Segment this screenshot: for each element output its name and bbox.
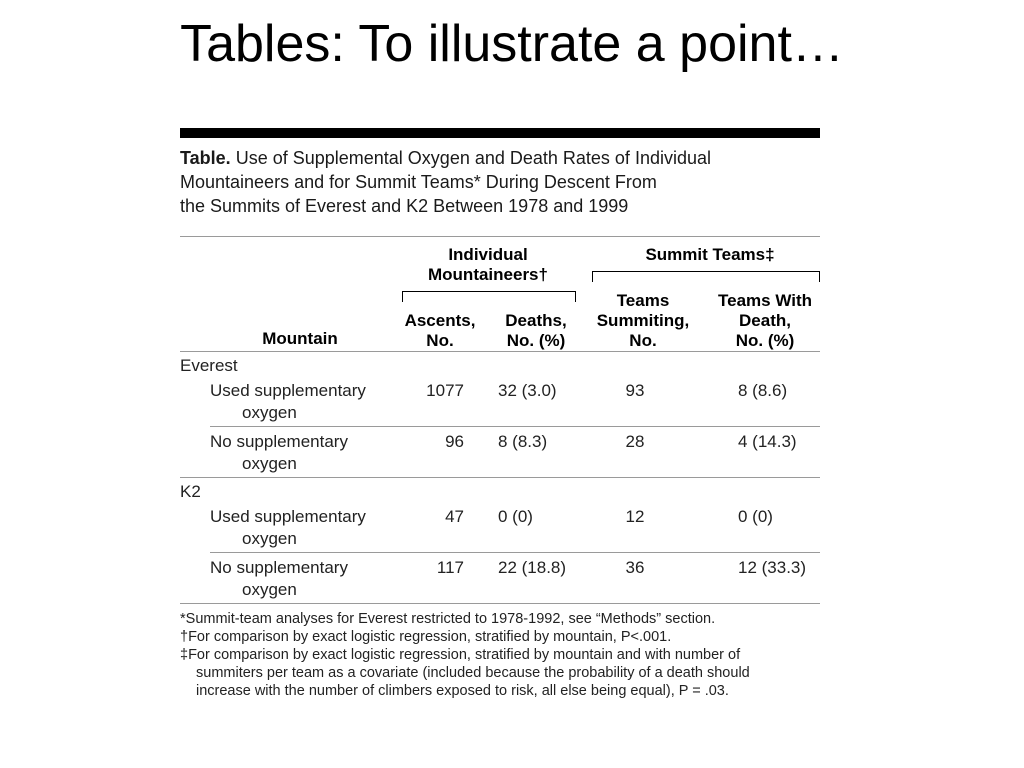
- cell-deaths: 0 (0): [498, 507, 533, 526]
- cell-teams-summiting: 93: [625, 381, 645, 400]
- bracket-individual: [402, 291, 576, 302]
- caption-line: the Summits of Everest and K2 Between 1978 and 1999: [180, 196, 629, 216]
- table-row: [180, 376, 820, 426]
- caption-label: Table.: [180, 148, 231, 168]
- table-row: [180, 502, 820, 552]
- group-header-summit: Summit Teams‡: [645, 245, 775, 264]
- cell-teams-with-death: 4 (14.3): [738, 432, 797, 451]
- group-label-k2: K2: [180, 482, 201, 501]
- cell-ascents: 1077: [426, 381, 464, 400]
- footnote-dagger: †For comparison by exact logistic regression, stratified by mountain, P<.001.: [180, 629, 672, 645]
- footnote-double-dagger-cont: increase with the number of climbers exposed to risk, all else being equal), P = .03.: [196, 683, 729, 699]
- column-header-teams-summiting: Teams Summiting, No.: [596, 291, 690, 350]
- cell-teams-with-death: 8 (8.6): [738, 381, 788, 400]
- table-figure: [180, 128, 820, 700]
- cell-deaths: 22 (18.8): [498, 558, 567, 577]
- cell-ascents: 117: [436, 558, 464, 577]
- row-label: No supplementary oxygen: [210, 558, 348, 599]
- cell-deaths: 32 (3.0): [498, 381, 557, 400]
- column-header-teams-with-death: Teams With Death, No. (%): [718, 291, 812, 350]
- row-label: Used supplementary oxygen: [210, 507, 366, 548]
- table-header: [180, 237, 820, 351]
- row-label: Used supplementary oxygen: [210, 381, 366, 422]
- column-header-deaths: Deaths, No. (%): [505, 311, 567, 350]
- cell-teams-with-death: 0 (0): [738, 507, 773, 526]
- group-label-everest: Everest: [180, 356, 238, 375]
- caption-line: Use of Supplemental Oxygen and Death Rates of Individual: [235, 148, 711, 168]
- cell-teams-summiting: 36: [625, 558, 645, 577]
- cell-teams-with-death: 12 (33.3): [738, 558, 807, 577]
- row-label: No supplementary oxygen: [210, 432, 348, 473]
- table-caption: [180, 146, 820, 218]
- cell-ascents: 47: [445, 507, 464, 526]
- footnote-double-dagger-cont: summiters per team as a covariate (included because the probability of a death should: [196, 665, 750, 681]
- column-header-ascents: Ascents, No.: [404, 311, 476, 350]
- table-row: [180, 427, 820, 477]
- cell-teams-summiting: 12: [625, 507, 645, 526]
- cell-ascents: 96: [445, 432, 464, 451]
- bracket-summit: [592, 271, 820, 282]
- column-header-mountain: Mountain: [262, 329, 338, 348]
- table-footnotes: [180, 610, 820, 700]
- slide-title: Tables: To illustrate a point…: [180, 15, 844, 73]
- table-row: [180, 553, 820, 603]
- footnote-star: *Summit-team analyses for Everest restricted to 1978-1992, see “Methods” section.: [180, 611, 716, 627]
- caption-line: Mountaineers and for Summit Teams* During Descent From: [180, 172, 657, 192]
- table-top-rule: [180, 128, 820, 138]
- table-bottom-rule: [180, 603, 820, 604]
- cell-deaths: 8 (8.3): [498, 432, 548, 451]
- footnote-double-dagger: ‡For comparison by exact logistic regression, stratified by mountain and with number of: [180, 647, 741, 663]
- cell-teams-summiting: 28: [625, 432, 645, 451]
- group-header-individual: Individual Mountaineers†: [428, 245, 548, 284]
